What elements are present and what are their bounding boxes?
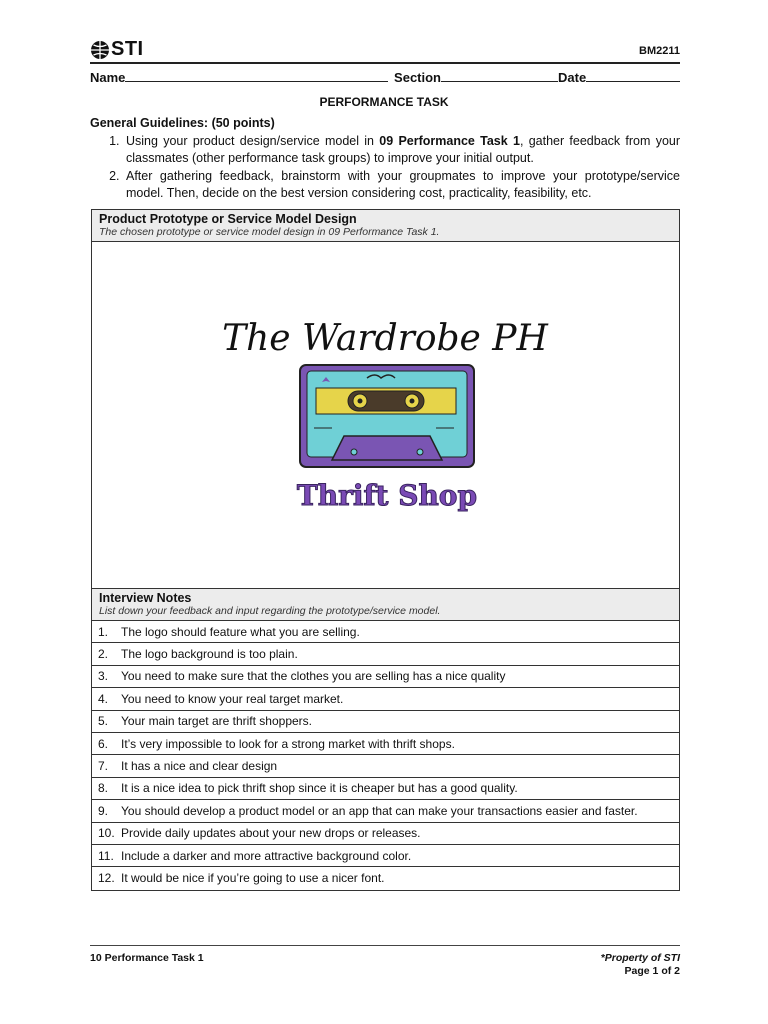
thrift-shop-logo	[92, 242, 679, 588]
guideline-item: 1. Using your product design/service model in 09 Performance Task 1, gather feedback from your classmates (other performance task groups) to improve your initial output.	[123, 133, 680, 168]
table-row	[92, 778, 679, 800]
table-row	[92, 621, 679, 643]
table-row	[92, 688, 679, 710]
interview-section-header	[92, 589, 679, 621]
table-row	[92, 733, 679, 755]
document-footer	[90, 945, 680, 977]
student-fields	[90, 69, 680, 85]
note-text: It would be nice if you’re going to use a nicer font.	[121, 871, 385, 886]
note-number: 3.	[98, 669, 109, 684]
date-field[interactable]	[586, 69, 680, 82]
table-row	[92, 823, 679, 845]
note-number: 12.	[98, 871, 115, 886]
note-number: 2.	[98, 647, 109, 662]
general-guidelines	[90, 115, 680, 203]
footer-task-label: 10 Performance Task 1	[90, 952, 204, 964]
sti-logo	[90, 38, 144, 61]
note-text: The logo should feature what you are selling.	[121, 624, 360, 639]
document-header	[90, 38, 680, 64]
brand-script-text: The Wardrobe PH	[222, 318, 548, 359]
section-label: Section	[394, 70, 442, 85]
note-text: Provide daily updates about your new drops or releases.	[121, 826, 421, 841]
note-text: Include a darker and more attractive background color.	[121, 848, 412, 863]
note-number: 5.	[98, 714, 109, 729]
table-row	[92, 666, 679, 688]
task-table	[91, 209, 680, 891]
prototype-section-header	[92, 210, 679, 242]
table-row	[92, 845, 679, 867]
note-text: It is a nice idea to pick thrift shop since it is cheaper but has a good quality.	[121, 781, 518, 796]
name-label: Name	[90, 70, 126, 85]
note-number: 4.	[98, 691, 109, 706]
interview-section-subtitle: List down your feedback and input regarding the prototype/service model.	[99, 605, 441, 617]
footer-property: *Property of STI	[600, 952, 680, 964]
note-text: You should develop a product model or an app that can make your transactions easier and faster.	[121, 803, 638, 818]
table-row	[92, 711, 679, 733]
course-code: BM2211	[639, 45, 680, 57]
brand-name-text: Thrift Shop	[296, 479, 478, 512]
note-text: It has a nice and clear design	[121, 759, 278, 774]
guideline-item: 2. After gathering feedback, brainstorm with your groupmates to improve your prototype/service model. Then, decide on the best version considering cost, practicality, feasibility, etc.	[123, 168, 680, 203]
table-row	[92, 755, 679, 777]
date-label: Date	[558, 70, 587, 85]
note-text: You need to make sure that the clothes you are selling has a nice quality	[121, 669, 506, 684]
page-title: PERFORMANCE TASK	[319, 95, 449, 109]
note-number: 8.	[98, 781, 109, 796]
table-row	[92, 867, 679, 889]
guidelines-heading: General Guidelines: (50 points)	[90, 116, 275, 130]
note-text: The logo background is too plain.	[121, 647, 298, 662]
cassette-icon	[300, 365, 474, 467]
note-number: 10.	[98, 826, 115, 841]
note-text: It’s very impossible to look for a strong market with thrift shops.	[121, 736, 455, 751]
interview-section-title: Interview Notes	[99, 591, 192, 605]
section-field[interactable]	[441, 69, 558, 82]
prototype-section-subtitle: The chosen prototype or service model design in 09 Performance Task 1.	[99, 226, 440, 238]
footer-page-number: Page 1 of 2	[624, 965, 680, 977]
note-text: You need to know your real target market.	[121, 691, 344, 706]
note-number: 9.	[98, 803, 109, 818]
logo-text: STI	[111, 38, 144, 60]
table-row	[92, 643, 679, 665]
note-number: 6.	[98, 736, 109, 751]
note-number: 7.	[98, 759, 109, 774]
name-field[interactable]	[125, 69, 388, 82]
note-number: 1.	[98, 624, 109, 639]
table-row	[92, 800, 679, 822]
prototype-image-area	[92, 242, 679, 589]
footer-right	[601, 952, 680, 978]
prototype-section-title: Product Prototype or Service Model Design	[99, 212, 357, 226]
note-text: Your main target are thrift shoppers.	[121, 714, 312, 729]
interview-notes-list	[92, 621, 679, 890]
globe-icon	[90, 40, 110, 60]
note-number: 11.	[98, 848, 114, 863]
